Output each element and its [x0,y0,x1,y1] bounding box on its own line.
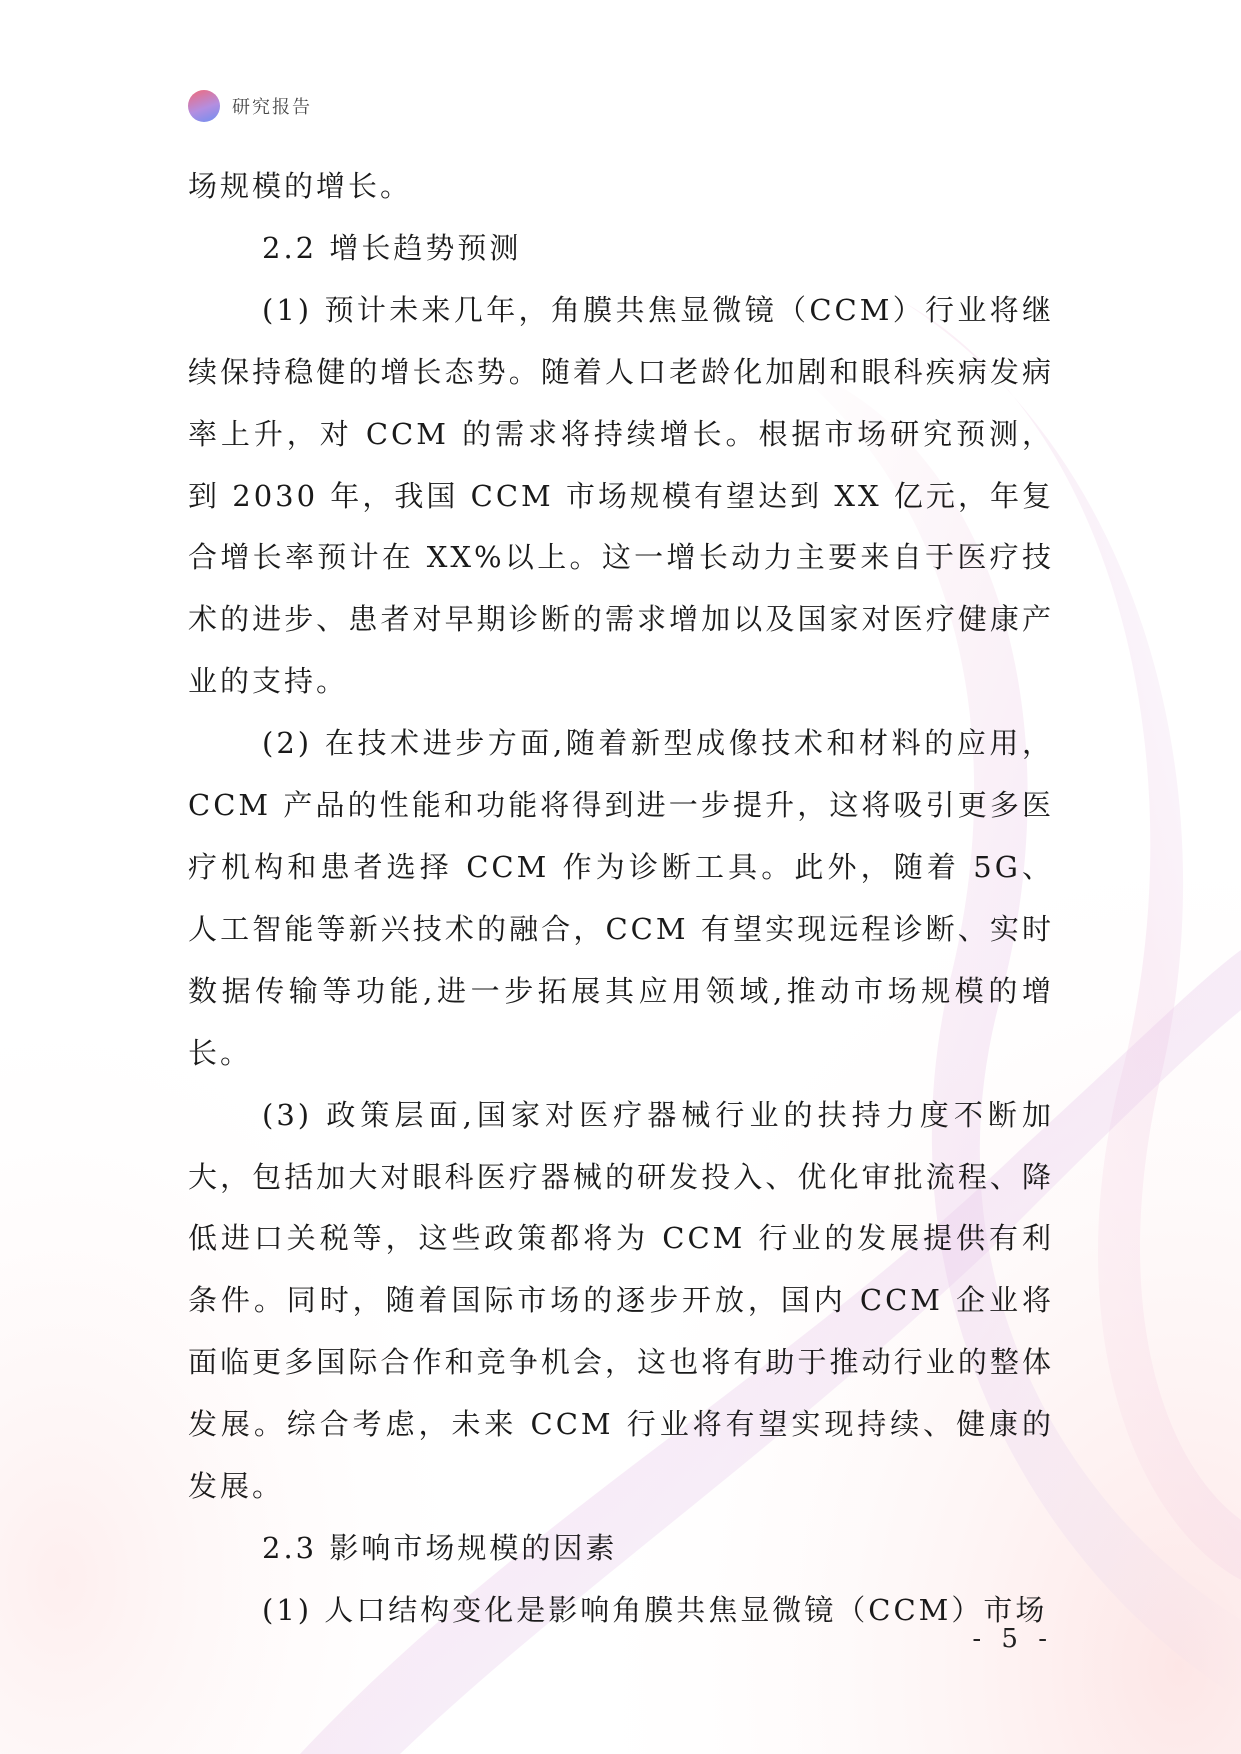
paragraph-2-3-1: (1) 人口结构变化是影响角膜共焦显微镜（CCM）市场 [262,1592,1048,1627]
paragraph-2-2-3: (3) 政策层面,国家对医疗器械行业的扶持力度不断加大，包括加大对眼科医疗器械的研发投入、优化审批流程、降低进口关税等，这些政策都将为 CCM 行业的发展提供有利条件。同时，随着国际市场的逐步开放，国内 CCM 企业将面临更多国际合作和竞争机会，这也将有助于推动行业的整体发展。综合考虑，未来 CCM 行业将有望实现持续、健康的发展。 [188,1097,1054,1504]
paragraph-2-2-1: (1) 预计未来几年，角膜共焦显微镜（CCM）行业将继续保持稳健的增长态势。随着人口老龄化加剧和眼科疾病发病率上升，对 CCM 的需求将持续增长。根据市场研究预测，到 2030 年，我国 CCM 市场规模有望达到 XX 亿元，年复合增长率预计在 XX%以上。这一增长动力主要来自于医疗技术的进步、患者对早期诊断的需求增加以及国家对医疗健康产业的支持。 [188,292,1054,699]
header-title: 研究报告 [232,97,312,118]
continuation-paragraph: 场规模的增长。 [188,169,413,203]
paragraph-2-2-2: (2) 在技术进步方面,随着新型成像技术和材料的应用，CCM 产品的性能和功能将得到进一步提升，这将吸引更多医疗机构和患者选择 CCM 作为诊断工具。此外，随着 5G、人工智能等新兴技术的融合，CCM 有望实现远程诊断、实时数据传输等功能,进一步拓展其应用领域,推动市场规模的增长。 [188,726,1054,1070]
section-heading-2-3: 2.3 影响市场规模的因素 [262,1530,618,1565]
report-logo-icon [188,90,220,122]
report-header [188,88,312,124]
page-number: - 5 - [972,1624,1053,1654]
section-heading-2-2: 2.2 增长趋势预测 [262,230,522,265]
document-body [188,156,1054,1642]
